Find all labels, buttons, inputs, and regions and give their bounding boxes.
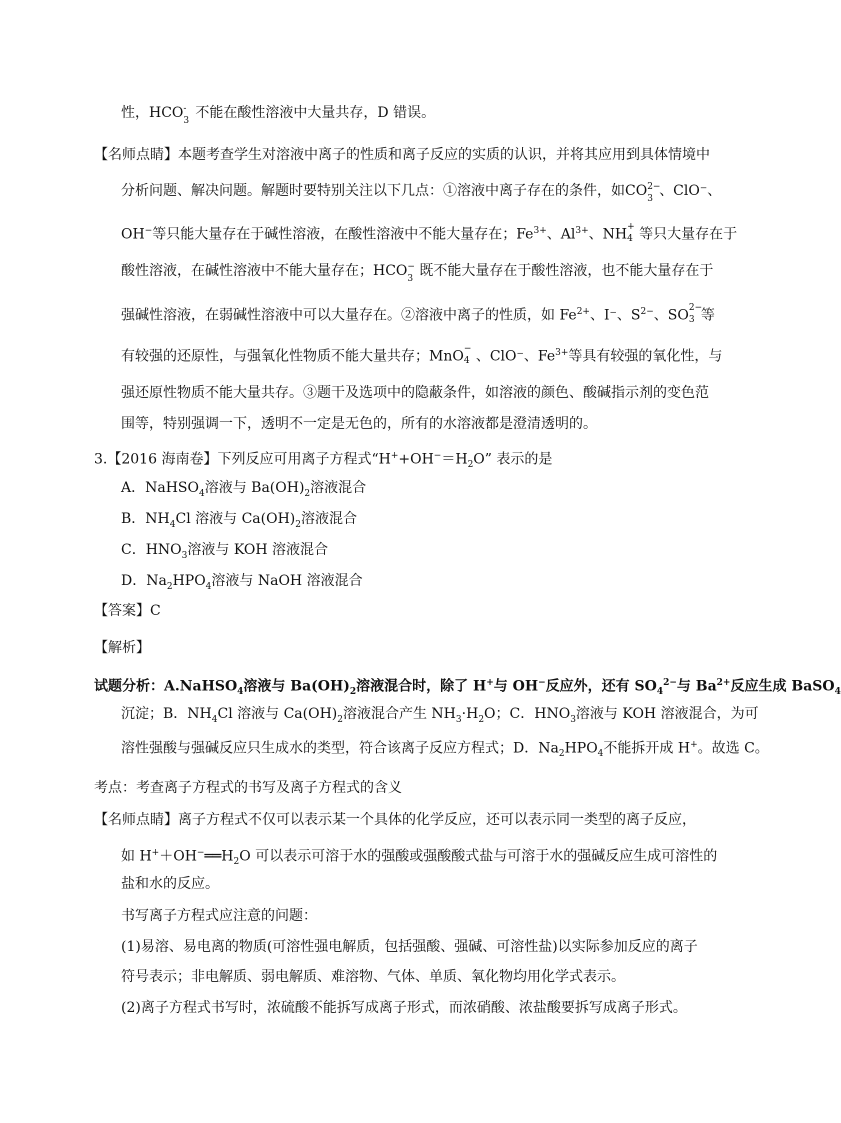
teacher-comment-tag: 【名师点睛】	[94, 147, 178, 163]
text-span: 、NH	[588, 226, 628, 243]
superscript: -	[183, 104, 187, 114]
subscript: 4	[198, 488, 205, 499]
text-span: 溶液与 Ba(OH)	[243, 678, 350, 695]
text-span: 酸性溶液，在碱性溶液中不能大量存在；HCO	[121, 263, 408, 279]
question-source: 【2016 海南卷】	[107, 451, 218, 468]
text-span: 下列反应可用离子方程式“H	[217, 451, 391, 468]
ion-charge	[627, 221, 639, 244]
subscript: 2	[467, 460, 474, 471]
analysis-line	[121, 735, 769, 764]
text-span: (2)离子方程式书写时，浓硫酸不能拆写成离子形式，而浓硝酸、浓盐酸要拆写成离子形式。	[121, 1000, 687, 1016]
subscript: 4	[627, 234, 633, 244]
text-span: ══H	[204, 848, 234, 865]
text-span: 围等，特别强调一下，透明不一定是无色的，所有的水溶液都是澄清透明的。	[121, 416, 597, 432]
text-span: 分析问题、解决问题。解题时要特别关注以下几点：①溶液中离子存在的条件，如CO	[121, 183, 648, 199]
text-span: ＝H	[441, 451, 468, 468]
superscript: −	[538, 678, 546, 688]
analysis-line	[121, 704, 759, 730]
subscript: 2	[295, 519, 301, 530]
text-span: Cl 溶液与 Ca(OH)	[217, 706, 338, 722]
question-heading	[94, 446, 552, 475]
text-span: 本题考查学生对溶液中离子的性质和离子反应的实质的认识，并将其应用到具体情境中	[178, 147, 710, 163]
superscript: 3+	[533, 226, 547, 236]
text-span: 与 OH	[493, 678, 539, 695]
text-line	[121, 103, 436, 126]
text-span: HPO	[172, 573, 206, 589]
text-span: 不能在酸性溶液中大量共存，D 错误。	[195, 105, 436, 121]
text-span: 溶液混合	[300, 511, 357, 527]
subscript: 3	[688, 315, 695, 325]
subscript: 4	[211, 714, 218, 725]
text-span: 试题分析：A.NaHSO	[94, 678, 238, 695]
subscript: 3	[183, 116, 190, 126]
text-span: 溶液混合产生 NH	[342, 706, 456, 722]
text-line	[121, 414, 597, 434]
superscript: +	[486, 678, 494, 688]
superscript: −	[407, 262, 415, 272]
subscript: 4	[834, 687, 841, 698]
text-span: O 可以表示可溶于水的强酸或强酸酸式盐与可溶于水的强碱反应生成可溶性的	[239, 848, 718, 865]
teacher-comment-line	[94, 810, 696, 830]
text-span: 溶液与 NaOH 溶液混合	[211, 573, 363, 589]
text-line	[121, 998, 687, 1018]
subscript: 2	[166, 581, 173, 592]
text-span: 。故选 C。	[697, 740, 769, 757]
text-span: 、I⁻、S	[589, 307, 641, 324]
subscript: 4	[205, 581, 212, 592]
text-line	[121, 843, 717, 872]
text-span: A．NaHSO	[121, 480, 199, 496]
ion-charge	[183, 103, 195, 126]
superscript: −	[196, 848, 205, 858]
text-span: 如 H	[121, 848, 152, 865]
ion-charge	[647, 181, 661, 204]
superscript: 2+	[576, 307, 590, 317]
text-span: 溶液混合时，除了 H	[356, 678, 487, 695]
text-span: 等只大量存在于	[639, 226, 738, 243]
superscript: +	[390, 451, 399, 461]
subscript: 4	[237, 687, 244, 698]
text-span: 溶液与 KOH 溶液混合	[187, 542, 329, 558]
subscript: 3	[570, 714, 576, 725]
text-line	[121, 181, 722, 204]
ion-charge	[407, 261, 419, 284]
text-span: 、ClO⁻、Fe	[475, 348, 556, 365]
text-span: O” 表示的是	[473, 451, 553, 468]
subscript: 2	[233, 857, 240, 868]
text-span: 溶液与 KOH 溶液混合，为可	[575, 706, 759, 722]
text-line	[121, 937, 698, 957]
superscript: 2−	[688, 303, 703, 313]
text-span: 性，HCO	[121, 105, 184, 121]
text-span: 等	[700, 307, 715, 324]
text-line	[121, 906, 317, 926]
text-span: 等只能大量存在于碱性溶液，在酸性溶液中不能大量存在；Fe	[152, 226, 534, 243]
text-span: 强碱性溶液，在弱碱性溶液中可以大量存在。②溶液中离子的性质，如 Fe	[121, 307, 577, 324]
subscript: 4	[463, 356, 470, 366]
text-span: 、SO	[653, 307, 689, 324]
text-span: 等具有较强的氧化性，与	[568, 348, 723, 365]
text-span: 反应生成 BaSO	[730, 678, 835, 695]
subscript: 3	[181, 550, 188, 561]
option-d	[121, 571, 363, 597]
text-line	[121, 874, 219, 894]
text-span: +OH	[398, 451, 434, 468]
teacher-comment-line	[94, 145, 710, 165]
text-span: 既不能大量存在于酸性溶液，也不能大量存在于	[419, 263, 714, 279]
text-span: 溶液与 Ba(OH)	[204, 480, 305, 496]
text-span: OH	[121, 226, 145, 243]
analysis-tag: 【解析】	[94, 640, 150, 656]
text-span: 考点：考查离子方程式的书写及离子方程式的含义	[94, 780, 402, 796]
superscript: +	[151, 848, 160, 858]
text-span: 反应外，还有 SO	[545, 678, 657, 695]
text-line	[121, 261, 714, 284]
text-span: 强还原性物质不能大量共存。③题干及选项中的隐蔽条件，如溶液的颜色、酸碱指示剂的变色范	[121, 385, 709, 401]
text-line	[121, 302, 715, 326]
analysis-heading	[94, 638, 150, 658]
subscript: 3	[647, 194, 653, 204]
text-line	[121, 967, 625, 987]
text-span: 不能拆开成 H	[603, 740, 691, 757]
ion-charge	[688, 302, 703, 325]
text-span: 、ClO⁻、	[659, 183, 722, 199]
subscript: 3	[407, 274, 414, 284]
subscript: 2	[349, 687, 357, 698]
subscript: 2	[558, 749, 565, 760]
option-b	[121, 509, 357, 535]
superscript: 2−	[663, 678, 677, 688]
subscript: 2	[478, 714, 485, 725]
text-span: D．Na	[121, 573, 167, 589]
text-span: 溶性强酸与强碱反应只生成水的类型，符合该离子反应方程式；D．Na	[121, 740, 559, 757]
superscript: −	[433, 451, 442, 461]
superscript: +	[627, 222, 635, 232]
text-span: 有较强的还原性，与强氧化性物质不能大量共存；MnO	[121, 348, 464, 365]
text-span: C．HNO	[121, 542, 182, 558]
analysis-line	[94, 673, 841, 702]
answer-line	[94, 601, 161, 621]
teacher-comment-tag: 【名师点睛】	[94, 812, 178, 828]
text-span: 书写离子方程式应注意的问题：	[121, 908, 317, 924]
text-span: 、Al	[546, 226, 576, 243]
superscript: −	[144, 226, 153, 236]
text-span: 沉淀；B．NH	[121, 706, 212, 722]
ion-charge	[463, 343, 476, 366]
text-span: O；C．HNO	[484, 706, 571, 722]
superscript: +	[690, 740, 698, 750]
superscript: 2−	[640, 307, 654, 317]
text-span: 符号表示；非电解质、弱电解质、难溶物、气体、单质、氧化物均用化学式表示。	[121, 969, 625, 985]
superscript: 2+	[716, 678, 731, 688]
answer-text: 【答案】C	[94, 603, 161, 619]
superscript: −	[463, 344, 472, 354]
option-a	[121, 478, 366, 504]
superscript: 2−	[647, 182, 661, 192]
superscript: 3+	[575, 226, 589, 236]
text-line	[121, 343, 722, 367]
text-span: ＋OH	[159, 848, 197, 865]
text-span: ·H	[461, 706, 479, 722]
text-span: HPO	[564, 740, 598, 757]
text-span: 离子方程式不仅可以表示某一个具体的化学反应，还可以表示同一类型的离子反应，	[178, 812, 696, 828]
subscript: 4	[597, 749, 604, 760]
text-line	[121, 221, 737, 245]
exam-point-line	[94, 778, 402, 798]
text-span: (1)易溶、易电离的物质(可溶性强电解质，包括强酸、强碱、可溶性盐)以实际参加反应的离子	[121, 939, 698, 955]
superscript: 3+	[555, 348, 569, 358]
text-line	[121, 383, 709, 403]
text-span: B．NH	[121, 511, 170, 527]
text-span: Cl 溶液与 Ca(OH)	[175, 511, 296, 527]
subscript: 3	[455, 714, 462, 725]
option-c	[121, 540, 328, 566]
text-span: 溶液混合	[310, 480, 367, 496]
text-span: 与 Ba	[676, 678, 717, 695]
subscript: 2	[337, 714, 343, 725]
subscript: 4	[656, 687, 664, 698]
subscript: 2	[304, 488, 311, 499]
subscript: 4	[169, 519, 176, 530]
question-number: 3.	[94, 451, 108, 468]
text-span: 盐和水的反应。	[121, 876, 219, 892]
